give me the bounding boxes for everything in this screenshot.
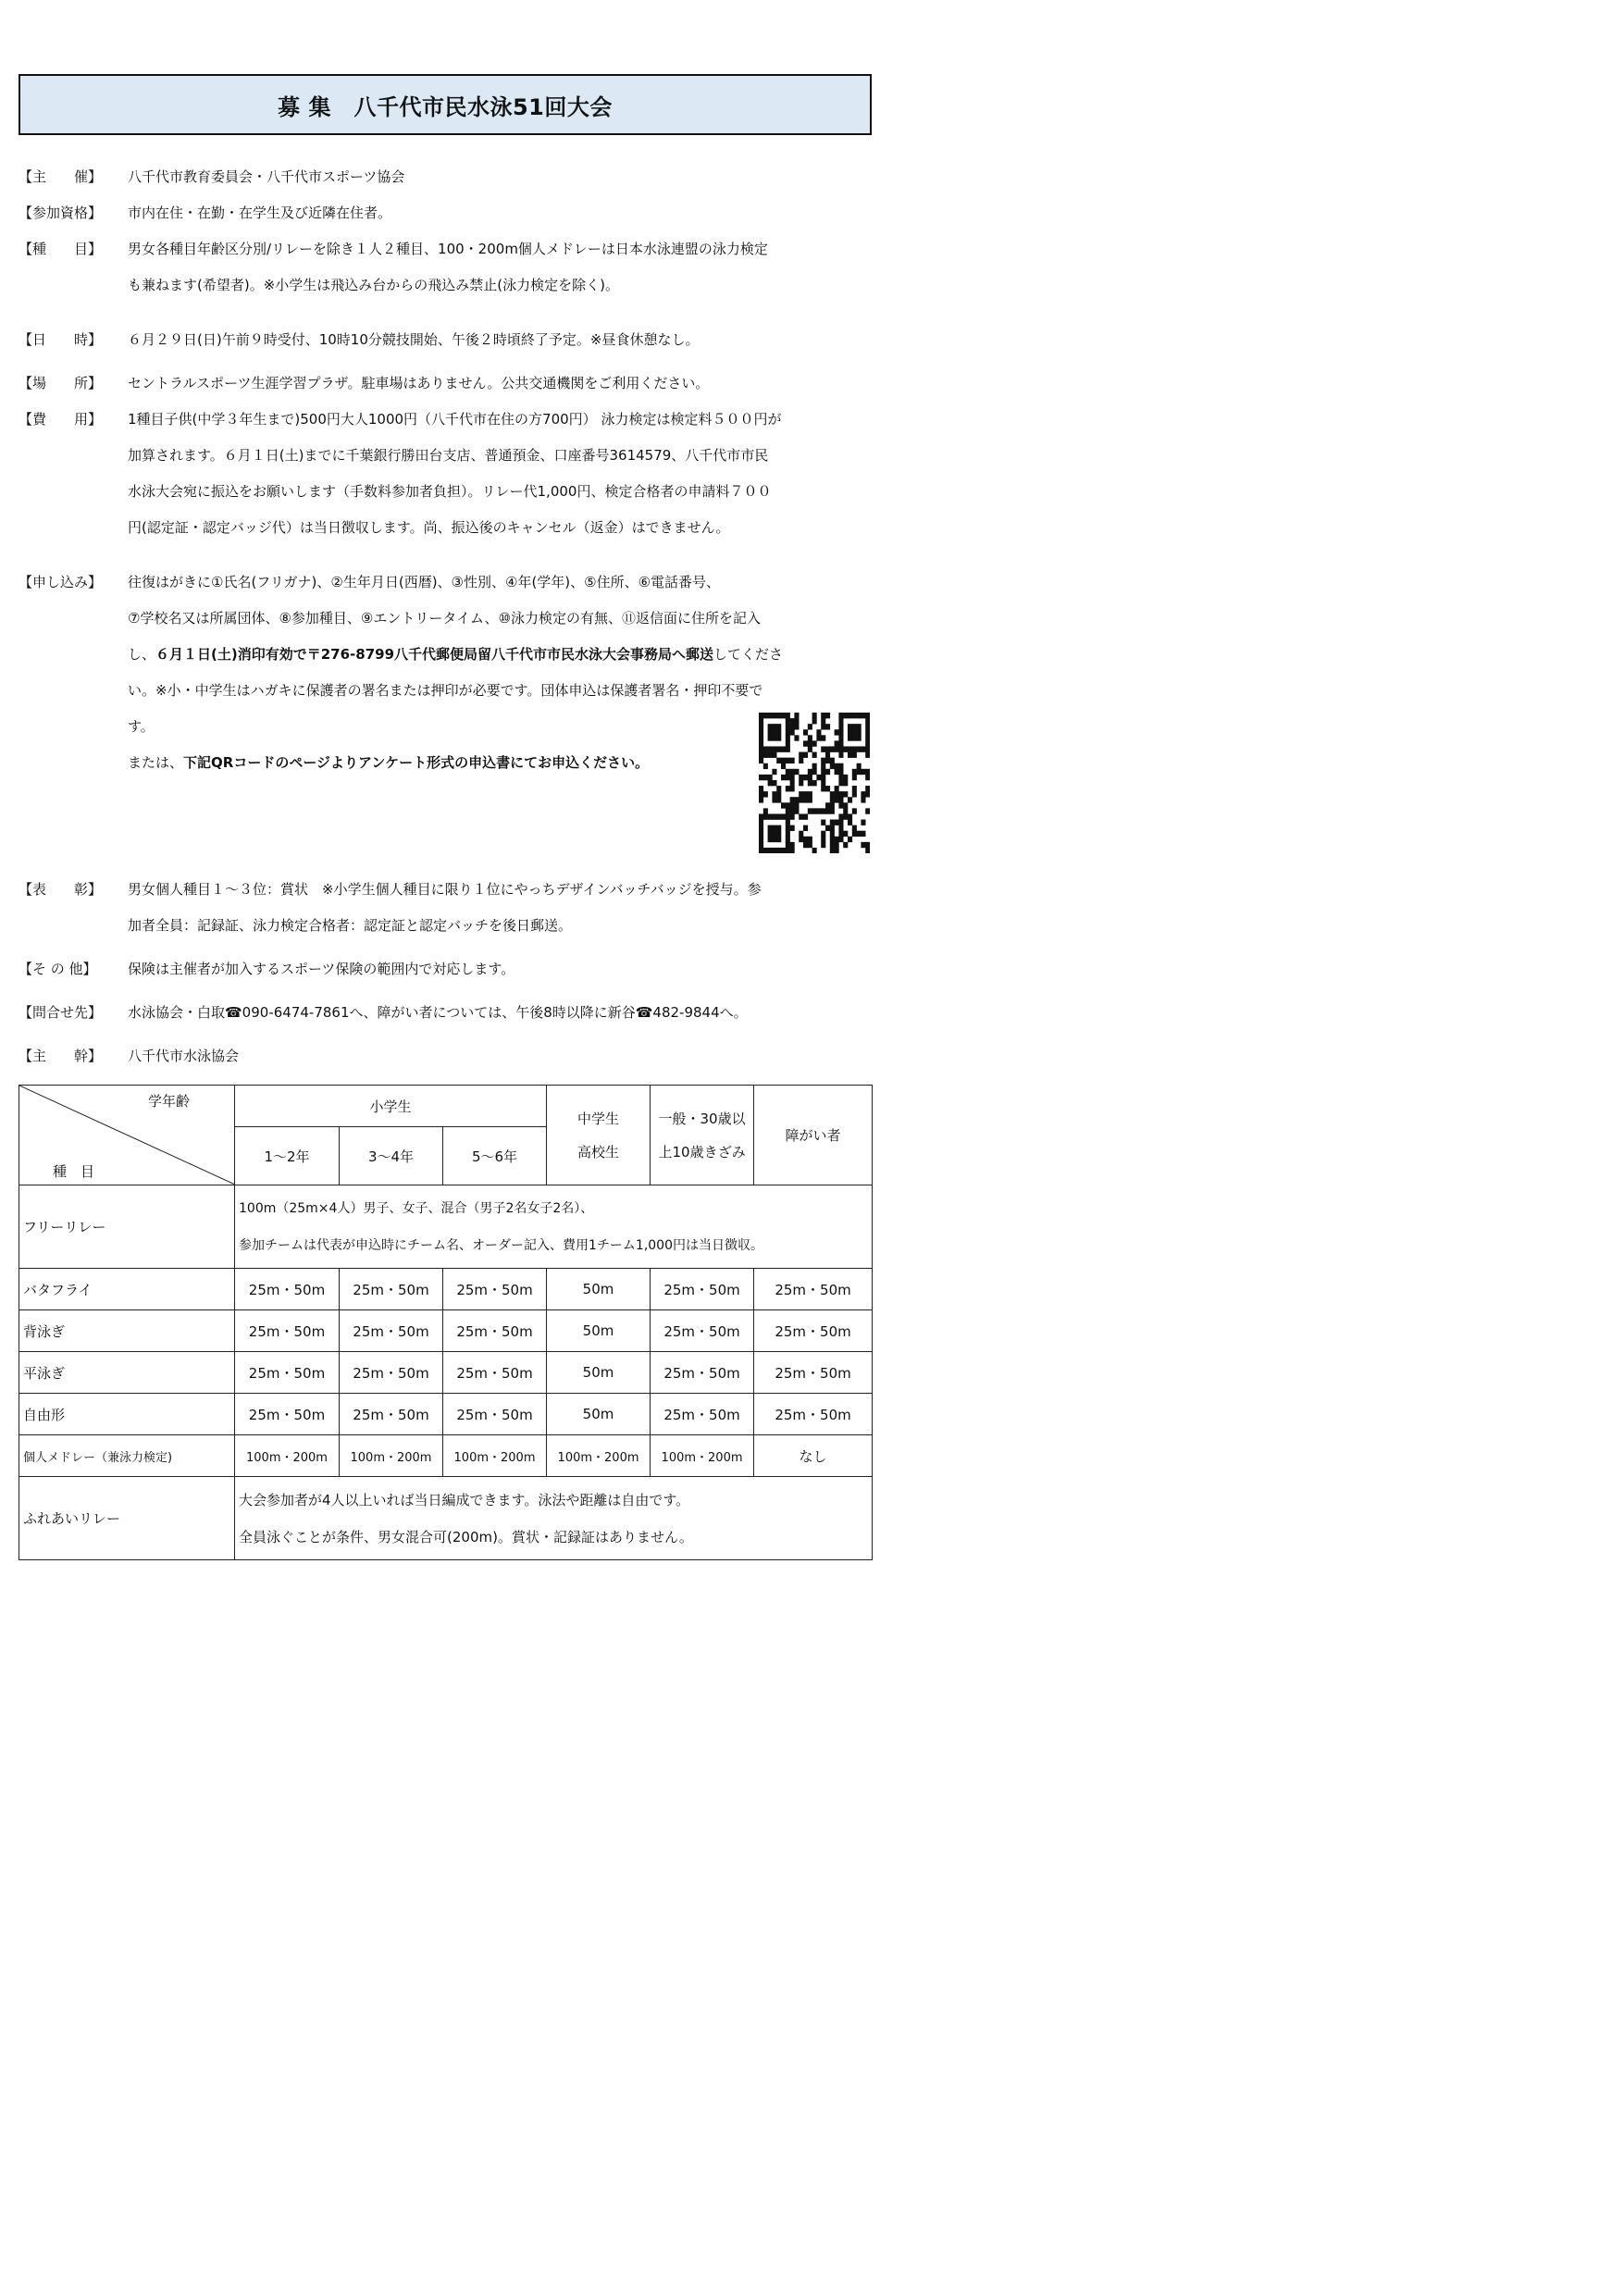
- datetime-row: [19, 322, 872, 358]
- other-row: [19, 951, 872, 987]
- table-cell: 25m・50m: [651, 1269, 754, 1310]
- table-cell: 25m・50m: [443, 1394, 547, 1435]
- event-name: フリーリレー: [19, 1185, 235, 1269]
- fee-line: 水泳大会宛に振込をお願いします（手数料参加者負担）。リレー代1,000円、検定合格者の申請料７００: [128, 483, 772, 500]
- manager-label: 【主 幹】: [19, 1048, 103, 1064]
- venue-text: セントラルスポーツ生涯学習プラザ。駐車場はありません。公共交通機関をご利用ください。: [128, 375, 710, 391]
- apply-row: [19, 565, 872, 853]
- grade-3-4-header: 3～4年: [340, 1127, 443, 1185]
- table-row: [19, 1269, 873, 1310]
- event-name: バタフライ: [19, 1269, 235, 1310]
- events-row: [19, 231, 872, 304]
- fee-line: 1種目子供(中学３年生まで)500円大人1000円（八千代市在住の方700円） 泳力検定は検定料５００円が: [128, 411, 782, 428]
- fee-line: 加算されます。６月１日(土)までに千葉銀行勝田台支店、普通預金、口座番号3614579、八千代市市民: [128, 447, 769, 464]
- other-text: 保険は主催者が加入するスポーツ保険の範囲内で対応します。: [128, 961, 515, 977]
- manager-text: 八千代市水泳協会: [128, 1048, 240, 1064]
- table-row: [19, 1435, 873, 1477]
- mail-deadline: ６月１日(土)消印有効で〒276-8799八千代郵便局留八千代市市民水泳大会事務局へ郵送: [155, 646, 714, 663]
- venue-label: 【場 所】: [19, 375, 103, 391]
- fee-line: 円(認定証・認定バッジ代）は当日徴収します。尚、振込後のキャンセル（返金）はできません。: [128, 519, 730, 536]
- award-row: [19, 872, 872, 944]
- page-title: 募 集 八千代市民水泳51回大会: [19, 74, 872, 135]
- event-name: ふれあいリレー: [19, 1477, 235, 1560]
- apply-line: 往復はがきに①氏名(フリガナ)、②生年月日(西暦)、③性別、④年(学年)、⑤住所、⑥電話番号、: [128, 574, 721, 590]
- table-cell: 100m・200m: [235, 1435, 340, 1477]
- events-line: 男女各種目年齢区分別/リレーを除き１人２種目、100・200m個人メドレーは日本水泳連盟の泳力検定: [128, 241, 768, 257]
- table-cell: 25m・50m: [235, 1310, 340, 1352]
- events-table: [19, 1085, 873, 1560]
- datetime-label: 【日 時】: [19, 331, 103, 348]
- table-cell: 25m・50m: [235, 1269, 340, 1310]
- table-cell: 25m・50m: [754, 1269, 873, 1310]
- contact-row: [19, 995, 872, 1031]
- free-relay-desc: 100m（25m×4人）男子、女子、混合（男子2名女子2名）、 参加チームは代表が申込時にチーム名、オーダー記入、費用1チーム1,000円は当日徴収。: [235, 1185, 873, 1269]
- fee-row: [19, 402, 872, 546]
- contact-text: 水泳協会・白取☎090-6474-7861へ、障がい者については、午後8時以降に新谷☎482-9844へ。: [128, 1004, 748, 1021]
- apply-line-qr: または、下記QRコードのページよりアンケート形式の申込書にてお申込ください。: [128, 754, 650, 771]
- event-name: 自由形: [19, 1394, 235, 1435]
- event-name: 平泳ぎ: [19, 1352, 235, 1394]
- grade-age-header: 学年齢: [147, 1093, 190, 1110]
- events-line: も兼ねます(希望者)。※小学生は飛込み台からの飛込み禁止(泳力検定を除く)。: [128, 277, 619, 293]
- organizer-text: 八千代市教育委員会・八千代市スポーツ協会: [128, 168, 405, 185]
- manager-row: [19, 1038, 872, 1074]
- eligibility-row: [19, 195, 872, 231]
- event-name: 個人メドレー（兼泳力検定): [19, 1435, 235, 1477]
- award-line: 男女個人種目１～３位：賞状 ※小学生個人種目に限り１位にやっちデザインバッチバッジを授与。参: [128, 881, 762, 898]
- table-cell: 50m: [547, 1394, 651, 1435]
- table-cell: 25m・50m: [754, 1394, 873, 1435]
- table-cell: 25m・50m: [443, 1352, 547, 1394]
- table-cell: 100m・200m: [443, 1435, 547, 1477]
- table-cell: 25m・50m: [443, 1310, 547, 1352]
- grade-5-6-header: 5～6年: [443, 1127, 547, 1185]
- announcement: [19, 74, 872, 1074]
- middle-high-header: 中学生 高校生: [547, 1086, 651, 1185]
- grade-1-2-header: 1～2年: [235, 1127, 340, 1185]
- table-cell: 25m・50m: [443, 1269, 547, 1310]
- apply-line: ⑦学校名又は所属団体、⑧参加種目、⑨エントリータイム、⑩泳力検定の有無、⑪返信面に住所を記入: [128, 610, 761, 627]
- table-cell: 100m・200m: [651, 1435, 754, 1477]
- eligibility-text: 市内在住・在勤・在学生及び近隣在住者。: [128, 205, 392, 221]
- table-row: [19, 1310, 873, 1352]
- event-header: 種 目: [53, 1163, 95, 1180]
- contact-label: 【問合せ先】: [19, 1004, 103, 1021]
- datetime-text: ６月２９日(日)午前９時受付、10時10分競技開始、午後２時頃終了予定。※昼食休憩なし。: [128, 331, 700, 348]
- table-cell: 25m・50m: [754, 1352, 873, 1394]
- table-cell: 25m・50m: [235, 1352, 340, 1394]
- fee-label: 【費 用】: [19, 411, 103, 428]
- table-cell: 100m・200m: [340, 1435, 443, 1477]
- table-cell: 25m・50m: [651, 1394, 754, 1435]
- apply-label: 【申し込み】: [19, 574, 103, 590]
- table-cell: 25m・50m: [340, 1310, 443, 1352]
- table-cell: 25m・50m: [340, 1352, 443, 1394]
- table-cell: 25m・50m: [340, 1269, 443, 1310]
- apply-line: す。: [128, 718, 155, 735]
- venue-row: [19, 366, 872, 402]
- qr-code[interactable]: [759, 713, 870, 853]
- eligibility-label: 【参加資格】: [19, 205, 103, 221]
- event-name: 背泳ぎ: [19, 1310, 235, 1352]
- apply-line-mail: し、６月１日(土)消印有効で〒276-8799八千代郵便局留八千代市市民水泳大会事務局へ郵送してくださ: [128, 646, 784, 663]
- other-label: 【そ の 他】: [19, 961, 97, 977]
- table-cell: 25m・50m: [651, 1352, 754, 1394]
- disabled-header: 障がい者: [754, 1086, 873, 1185]
- organizer-row: [19, 159, 872, 195]
- table-row: [19, 1185, 873, 1269]
- table-cell: 25m・50m: [235, 1394, 340, 1435]
- table-row: [19, 1394, 873, 1435]
- table-cell: 50m: [547, 1352, 651, 1394]
- table-cell: 50m: [547, 1269, 651, 1310]
- elementary-header: 小学生: [235, 1086, 547, 1127]
- table-cell: 100m・200m: [547, 1435, 651, 1477]
- table-cell: 25m・50m: [651, 1310, 754, 1352]
- details: [19, 159, 872, 1074]
- award-label: 【表 彰】: [19, 881, 103, 898]
- table-cell: 50m: [547, 1310, 651, 1352]
- fureai-relay-desc: 大会参加者が4人以上いれば当日編成できます。泳法や距離は自由です。 全員泳ぐことが条件、男女混合可(200m)。賞状・記録証はありません。: [235, 1477, 873, 1560]
- table-cell: なし: [754, 1435, 873, 1477]
- table-row: [19, 1477, 873, 1560]
- events-label: 【種 目】: [19, 241, 103, 257]
- table-cell: 25m・50m: [340, 1394, 443, 1435]
- table-cell: 25m・50m: [754, 1310, 873, 1352]
- general-header: 一般・30歳以 上10歳きざみ: [651, 1086, 754, 1185]
- qr-instruction: 下記QRコードのページよりアンケート形式の申込書にてお申込ください。: [183, 754, 650, 771]
- table-row: [19, 1352, 873, 1394]
- award-line: 加者全員：記録証、泳力検定合格者：認定証と認定バッチを後日郵送。: [128, 917, 573, 934]
- organizer-label: 【主 催】: [19, 168, 103, 185]
- diagonal-header-cell: [19, 1086, 235, 1185]
- apply-line: い。※小・中学生はハガキに保護者の署名または押印が必要です。団体申込は保護者署名・押印不要で: [128, 682, 763, 699]
